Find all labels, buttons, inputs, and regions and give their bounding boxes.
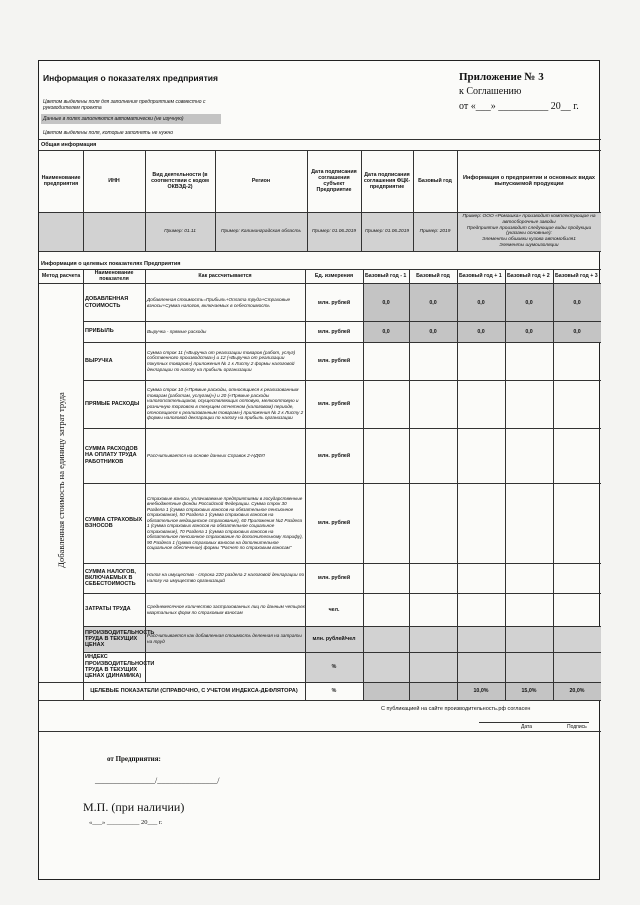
row-taxes-param: СУММА НАЛОГОВ, ВКЛЮЧАЕМЫХ В СЕБЕСТОИМОСТЬ [85,568,136,588]
row-revenue-param: ВЫРУЧКА [85,357,113,364]
example-okved: Пример: 01.11 [164,229,196,235]
col-param: Наименование показателя [94,269,134,282]
row-added-value-y3: 0,0 [573,299,581,306]
row-insurance-unit: млн. рублей [317,520,351,526]
row-added-value-how: Добавленная стоимость=Прибыль+Оплата труда+Страховые взносы+Сумма налогов, включаемых в себестоимость [147,296,291,308]
col-region: Регион [251,177,271,184]
method-vertical-text: Добавленная стоимость на единицу затрат труда [56,392,66,568]
row-added-value-y-1: 0,0 [382,299,390,306]
col-okved: Вид деятельности (в соответствии с кодом ОКВЭД-2) [151,171,209,191]
signature-date: «___» __________ 20___ г. [89,819,163,826]
row-direct-costs-how: Сумма строк 10 («Прямые расходы, относящиеся к реализованным товарам (работам, услугам)») и 20 («Прямые расходы налогоплательщиков, осуществляющих оптовую, мелкооптовую и розничную торговлю в текущем отчетном (налоговом) периоде, относящиеся к реализованным товарам») приложения № 2 к Листу 2 формы налоговой декларации по налогу на прибыль организации [147,387,304,421]
col-year1: Базовый год + 1 [459,272,502,279]
row-profit-y2: 0,0 [525,328,533,335]
target-row-unit: % [331,688,337,694]
col-name: Наименование предприятия [41,174,81,187]
row-added-value-y2: 0,0 [525,299,533,306]
row-profit-unit: млн. рублей [317,328,351,335]
example-info-line: Пример: ООО «Ромашка» производит комплектующие на автосборочные заводы [462,214,596,225]
target-row-y3: 20,0% [569,688,585,694]
row-labor-costs-param: ЗАТРАТЫ ТРУДА [85,606,131,613]
row-profit-param: ПРИБЫЛЬ [85,328,114,335]
row-wages-param: СУММА РАСХОДОВ НА ОПЛАТУ ТРУДА РАБОТНИКОВ [85,446,138,465]
row-productivity-index-how [147,652,305,682]
col-year-minus1: Базовый год - 1 [365,272,407,279]
row-taxes-unit: млн. рублей [317,575,351,581]
consent-sign-label: Подпись [567,724,587,730]
row-productivity-index-param: ИНДЕКС ПРОИЗВОДИТЕЛЬНОСТИ ТРУДА В ТЕКУЩИХ ЦЕНАХ (ДИНАМИКА) [85,654,155,680]
consent-text: С публикацией на сайте производительность.рф согласен [381,706,531,712]
general-section-title: Общая информация [41,142,97,148]
target-row-y1: 10,0% [473,688,489,694]
target-row-y2: 15,0% [521,688,537,694]
col-info: Информация о предприятии и основных видах выпускаемой продукции [462,174,596,187]
col-unit: Ед. измерения [314,272,354,279]
agreement-date: от «___» __________ 20__ г. [459,101,579,112]
row-profit-y3: 0,0 [573,328,581,335]
appendix-number: Приложение № 3 [459,71,544,83]
example-info-line: Предприятие производит следующие виды продукции (указаны основные): [466,225,592,237]
row-added-value-y1: 0,0 [477,299,485,306]
col-date-fcc: Дата подписания соглашения ФЦК-предприятие [363,171,411,191]
example-date-fcc: Пример: 01.06.2019 [364,229,410,235]
col-year0: Базовый год [416,272,450,279]
signature-line: _______________/_______________/ [95,776,220,785]
row-direct-costs-param: ПРЯМЫЕ РАСХОДЫ [85,400,140,407]
row-added-value-param: ДОБАВЛЕННАЯ СТОИМОСТЬ [85,296,129,309]
col-base-year: Базовый год [418,177,452,184]
row-profit-y1: 0,0 [477,328,485,335]
example-info-line: Элементы обшивки кузова автомобиля1 [482,237,576,242]
row-revenue-how: Сумма строк 11 («Выручка от реализации товаров (работ, услуг) собственного производства») и 12 («Выручка от реализации покупных товаров») приложения № 1 к Листу 2 формы налоговой декларации по налогу на прибыль организации [147,349,296,372]
legend-auto: Данные в полях заполняются автоматически (не изучную) [43,116,184,122]
row-labor-costs-how: Среднемесячное количество застрахованных лиц по данным четырех квартальных форм по страховым взносам [147,603,305,615]
example-date-subject: Пример: 01.06.2019 [311,229,357,235]
consent-date-label: Дата [521,724,533,730]
row-labor-costs-unit: чел. [328,606,340,613]
col-inn: ИНН [108,177,120,184]
col-year3: Базовый год + 3 [555,272,598,279]
row-wages-unit: млн. рублей [317,452,351,459]
col-how: Как рассчитывается [198,272,252,279]
example-info [459,214,599,249]
row-insurance-param: СУММА СТРАХОВЫХ ВЗНОСОВ [85,516,143,529]
agreement-label: к Соглашению [459,86,522,97]
row-taxes-how: Налог на имущество - строка 220 раздела 2 налоговой декларации по налогу на имущество организаций [147,572,305,583]
row-added-value-y0: 0,0 [429,299,437,306]
legend-fill: Цветом выделены поля, которые заполнять не нужно [43,130,174,136]
row-productivity-param: ПРОИЗВОДИТЕЛЬНОСТЬ ТРУДА В ТЕКУЩИХ ЦЕНАХ [85,629,155,649]
row-productivity-unit: млн. рублей/чел [312,636,356,642]
row-insurance-how: Страховые взносы, уплачиваемые предприятиями в государственные внебюджетные фонды Российской Федерации. Сумма строк 30 Раздела 1 (сумма страховых взносов на обязательное пенсионное страхование), 50 Раздела 1 (сумма страховых взносов на обязательное медицинское страхование), 60 Приложения №2 Раздела 1 (сумма страховых взносов на обязательное социальное страхование), 70 Раздела 1 (сумма страховых взносов на обязательное пенсионное страхование по дополнительному тарифу), 90 Раздела 1 (сумма страховых взносов на дополнительное социальное обеспечение) формы "Расчет по страховым взносам" [147,495,303,550]
row-profit-how: Выручка - прямые расходы [147,328,207,334]
col-method: Метод расчета [41,272,81,279]
example-info-line: Элементы шумоизоляции [499,242,559,248]
form-sheet [38,60,600,880]
col-date-subject: Дата подписания соглашения субъект Предприятие [311,168,357,194]
row-profit-y-1: 0,0 [382,328,390,335]
row-added-value-unit: млн. рублей [317,299,351,306]
stamp-label: М.П. (при наличии) [83,800,185,814]
col-year2: Базовый год + 2 [507,272,550,279]
target-row-label: ЦЕЛЕВЫЕ ПОКАЗАТЕЛИ (СПРАВОЧНО, С УЧЕТОМ ИНДЕКСА-ДЕФЛЯТОРА) [90,687,298,694]
example-region: Пример: Калининградская область [221,229,301,235]
row-direct-costs-unit: млн. рублей [317,401,351,407]
row-productivity-how: Рассчитывается как добавленная стоимость деленная на затраты на труд [147,633,302,644]
row-wages-how: Рассчитывается на основе данных Справок 2-НДФЛ [147,452,265,458]
from-company-label: от Предприятия: [107,755,161,763]
row-profit-y0: 0,0 [429,328,437,335]
row-revenue-unit: млн. рублей [317,358,351,364]
form-title: Информация о показателях предприятия [43,73,218,83]
example-base-year: Пример: 2019 [419,229,451,235]
row-productivity-index-unit: % [331,664,337,670]
targets-section-title: Информация о целевых показателях Предприятия [41,261,181,267]
legend-joint: Цветом выделены поля для заполнения предприятием совместно с руководителем проекта [43,99,206,111]
